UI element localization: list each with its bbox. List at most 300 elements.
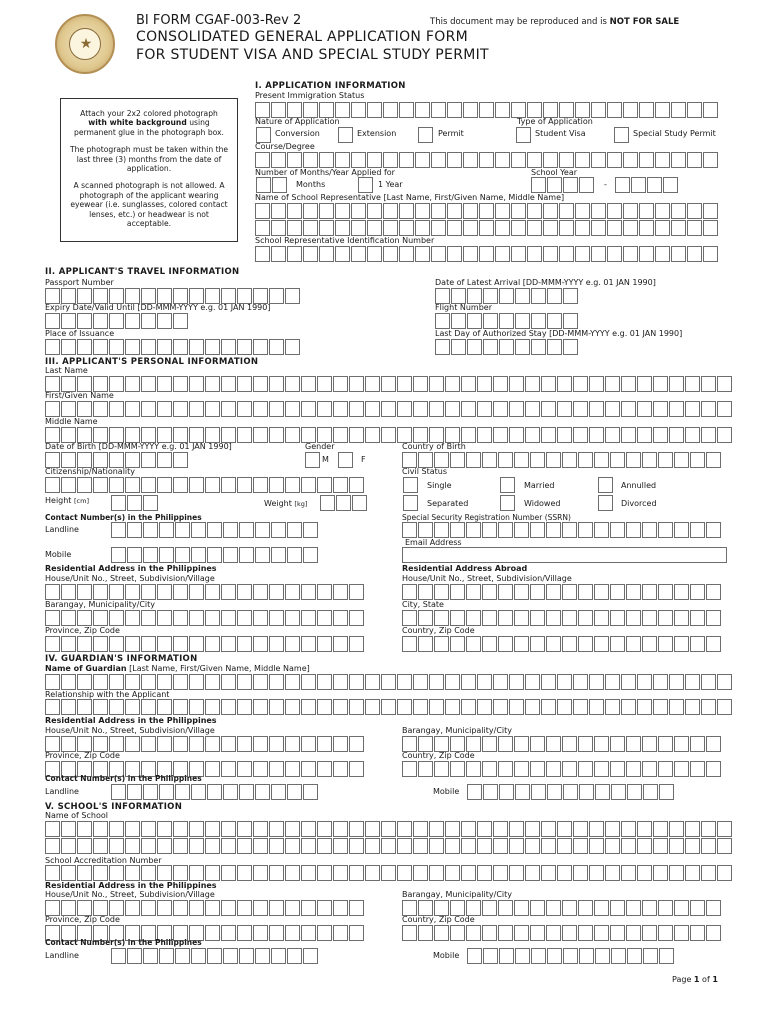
char-cell[interactable] [157,401,172,417]
char-cell[interactable] [541,838,556,854]
char-cell[interactable] [253,821,268,837]
char-cell[interactable] [317,838,332,854]
char-cell[interactable] [93,636,108,652]
char-cell[interactable] [157,838,172,854]
civil-annulled-checkbox[interactable] [598,477,613,493]
char-cell[interactable] [189,584,204,600]
char-cell[interactable] [579,784,594,800]
char-cell[interactable] [621,838,636,854]
char-cell[interactable] [271,246,286,262]
char-cell[interactable] [626,900,641,916]
char-cell[interactable] [335,220,350,236]
char-cell[interactable] [429,401,444,417]
char-cell[interactable] [701,838,716,854]
char-cell[interactable] [402,584,417,600]
char-cell[interactable] [479,220,494,236]
char-cell[interactable] [493,821,508,837]
char-cell[interactable] [530,584,545,600]
char-cell[interactable] [141,427,156,443]
char-cell[interactable] [547,339,562,355]
char-cell[interactable] [173,288,188,304]
char-cell[interactable] [674,584,689,600]
char-cell[interactable] [336,495,351,511]
char-cell[interactable] [221,610,236,626]
char-cell[interactable] [431,246,446,262]
school-mobile-field[interactable] [467,948,675,964]
char-cell[interactable] [685,838,700,854]
char-cell[interactable] [125,376,140,392]
char-cell[interactable] [269,584,284,600]
char-cell[interactable] [333,699,348,715]
char-cell[interactable] [413,821,428,837]
char-cell[interactable] [563,784,578,800]
char-cell[interactable] [557,838,572,854]
char-cell[interactable] [333,736,348,752]
char-cell[interactable] [141,865,156,881]
char-cell[interactable] [701,865,716,881]
char-cell[interactable] [445,838,460,854]
char-cell[interactable] [173,452,188,468]
char-cell[interactable] [642,736,657,752]
char-cell[interactable] [255,220,270,236]
char-cell[interactable] [157,736,172,752]
char-cell[interactable] [589,865,604,881]
char-cell[interactable] [221,925,236,941]
char-cell[interactable] [221,674,236,690]
char-cell[interactable] [402,925,417,941]
char-cell[interactable] [141,288,156,304]
char-cell[interactable] [575,102,590,118]
char-cell[interactable] [205,401,220,417]
char-cell[interactable] [530,900,545,916]
char-cell[interactable] [594,584,609,600]
char-cell[interactable] [285,339,300,355]
char-cell[interactable] [653,865,668,881]
char-cell[interactable] [511,220,526,236]
char-cell[interactable] [717,821,732,837]
char-cell[interactable] [349,674,364,690]
char-cell[interactable] [514,900,529,916]
char-cell[interactable] [109,636,124,652]
char-cell[interactable] [573,401,588,417]
char-cell[interactable] [445,865,460,881]
char-cell[interactable] [685,865,700,881]
char-cell[interactable] [413,699,428,715]
char-cell[interactable] [205,288,220,304]
char-cell[interactable] [173,584,188,600]
char-cell[interactable] [642,610,657,626]
char-cell[interactable] [706,736,721,752]
char-cell[interactable] [317,376,332,392]
house-field[interactable] [45,584,365,600]
char-cell[interactable] [546,522,561,538]
char-cell[interactable] [253,477,268,493]
char-cell[interactable] [415,152,430,168]
expiry-field[interactable] [45,313,189,329]
char-cell[interactable] [626,925,641,941]
char-cell[interactable] [207,522,222,538]
char-cell[interactable] [93,736,108,752]
char-cell[interactable] [434,925,449,941]
char-cell[interactable] [658,522,673,538]
char-cell[interactable] [303,547,318,563]
char-cell[interactable] [514,610,529,626]
char-cell[interactable] [701,699,716,715]
char-cell[interactable] [237,821,252,837]
char-cell[interactable] [483,339,498,355]
char-cell[interactable] [189,636,204,652]
char-cell[interactable] [498,452,513,468]
char-cell[interactable] [621,865,636,881]
char-cell[interactable] [687,203,702,219]
char-cell[interactable] [61,339,76,355]
char-cell[interactable] [431,102,446,118]
char-cell[interactable] [333,821,348,837]
char-cell[interactable] [255,152,270,168]
char-cell[interactable] [578,925,593,941]
school-year-start-field[interactable] [531,177,595,193]
char-cell[interactable] [642,636,657,652]
char-cell[interactable] [546,610,561,626]
char-cell[interactable] [431,152,446,168]
char-cell[interactable] [467,288,482,304]
char-cell[interactable] [271,102,286,118]
char-cell[interactable] [515,784,530,800]
char-cell[interactable] [301,925,316,941]
char-cell[interactable] [541,401,556,417]
char-cell[interactable] [639,246,654,262]
char-cell[interactable] [109,610,124,626]
char-cell[interactable] [269,401,284,417]
char-cell[interactable] [562,761,577,777]
char-cell[interactable] [690,900,705,916]
char-cell[interactable] [253,636,268,652]
char-cell[interactable] [253,401,268,417]
char-cell[interactable] [61,900,76,916]
char-cell[interactable] [173,610,188,626]
char-cell[interactable] [655,203,670,219]
char-cell[interactable] [205,427,220,443]
char-cell[interactable] [221,376,236,392]
char-cell[interactable] [173,821,188,837]
char-cell[interactable] [639,152,654,168]
char-cell[interactable] [498,610,513,626]
char-cell[interactable] [45,401,60,417]
char-cell[interactable] [301,401,316,417]
char-cell[interactable] [221,427,236,443]
rep-name-field-line2[interactable] [255,220,719,236]
char-cell[interactable] [477,821,492,837]
char-cell[interactable] [701,821,716,837]
char-cell[interactable] [397,674,412,690]
char-cell[interactable] [669,427,684,443]
char-cell[interactable] [674,610,689,626]
char-cell[interactable] [173,376,188,392]
char-cell[interactable] [623,203,638,219]
char-cell[interactable] [287,522,302,538]
char-cell[interactable] [352,495,367,511]
char-cell[interactable] [383,203,398,219]
char-cell[interactable] [191,948,206,964]
char-cell[interactable] [221,636,236,652]
char-cell[interactable] [525,699,540,715]
char-cell[interactable] [159,948,174,964]
char-cell[interactable] [303,203,318,219]
char-cell[interactable] [207,547,222,563]
char-cell[interactable] [671,102,686,118]
char-cell[interactable] [317,674,332,690]
char-cell[interactable] [221,401,236,417]
present-status-field[interactable] [255,102,719,118]
char-cell[interactable] [626,736,641,752]
char-cell[interactable] [287,102,302,118]
char-cell[interactable] [45,865,60,881]
char-cell[interactable] [434,584,449,600]
school-country-zip-field[interactable] [402,925,722,941]
char-cell[interactable] [463,102,478,118]
char-cell[interactable] [605,821,620,837]
char-cell[interactable] [495,152,510,168]
char-cell[interactable] [413,674,428,690]
char-cell[interactable] [482,636,497,652]
char-cell[interactable] [269,900,284,916]
char-cell[interactable] [285,427,300,443]
char-cell[interactable] [157,313,172,329]
char-cell[interactable] [301,376,316,392]
char-cell[interactable] [637,699,652,715]
char-cell[interactable] [703,203,718,219]
char-cell[interactable] [141,636,156,652]
char-cell[interactable] [595,948,610,964]
char-cell[interactable] [578,636,593,652]
char-cell[interactable] [530,761,545,777]
char-cell[interactable] [527,152,542,168]
char-cell[interactable] [514,452,529,468]
char-cell[interactable] [93,376,108,392]
char-cell[interactable] [175,522,190,538]
char-cell[interactable] [591,102,606,118]
char-cell[interactable] [269,699,284,715]
char-cell[interactable] [319,152,334,168]
char-cell[interactable] [109,452,124,468]
char-cell[interactable] [509,674,524,690]
char-cell[interactable] [543,203,558,219]
char-cell[interactable] [141,376,156,392]
char-cell[interactable] [256,177,271,193]
char-cell[interactable] [687,246,702,262]
char-cell[interactable] [269,865,284,881]
char-cell[interactable] [237,477,252,493]
last-day-field[interactable] [435,339,579,355]
char-cell[interactable] [77,865,92,881]
char-cell[interactable] [349,376,364,392]
char-cell[interactable] [335,246,350,262]
char-cell[interactable] [483,948,498,964]
char-cell[interactable] [498,761,513,777]
char-cell[interactable] [605,401,620,417]
char-cell[interactable] [93,838,108,854]
char-cell[interactable] [547,313,562,329]
char-cell[interactable] [451,339,466,355]
char-cell[interactable] [237,401,252,417]
char-cell[interactable] [547,288,562,304]
char-cell[interactable] [45,452,60,468]
civil-married-checkbox[interactable] [500,477,515,493]
first-name-field[interactable] [45,401,733,417]
char-cell[interactable] [530,610,545,626]
char-cell[interactable] [591,203,606,219]
char-cell[interactable] [477,401,492,417]
char-cell[interactable] [237,838,252,854]
char-cell[interactable] [205,339,220,355]
char-cell[interactable] [429,821,444,837]
char-cell[interactable] [285,761,300,777]
char-cell[interactable] [205,477,220,493]
char-cell[interactable] [253,865,268,881]
char-cell[interactable] [159,547,174,563]
char-cell[interactable] [271,547,286,563]
civil-single-checkbox[interactable] [403,477,418,493]
char-cell[interactable] [45,477,60,493]
char-cell[interactable] [317,900,332,916]
char-cell[interactable] [285,610,300,626]
char-cell[interactable] [466,452,481,468]
char-cell[interactable] [189,838,204,854]
char-cell[interactable] [221,900,236,916]
char-cell[interactable] [562,636,577,652]
char-cell[interactable] [285,865,300,881]
char-cell[interactable] [690,925,705,941]
char-cell[interactable] [509,838,524,854]
char-cell[interactable] [93,674,108,690]
char-cell[interactable] [627,784,642,800]
char-cell[interactable] [125,821,140,837]
char-cell[interactable] [477,674,492,690]
char-cell[interactable] [669,699,684,715]
char-cell[interactable] [173,339,188,355]
char-cell[interactable] [381,838,396,854]
char-cell[interactable] [687,152,702,168]
char-cell[interactable] [671,203,686,219]
char-cell[interactable] [93,699,108,715]
char-cell[interactable] [515,339,530,355]
char-cell[interactable] [109,584,124,600]
char-cell[interactable] [466,610,481,626]
char-cell[interactable] [93,288,108,304]
char-cell[interactable] [285,477,300,493]
middle-name-field[interactable] [45,427,733,443]
char-cell[interactable] [319,203,334,219]
char-cell[interactable] [447,246,462,262]
char-cell[interactable] [543,152,558,168]
char-cell[interactable] [223,784,238,800]
char-cell[interactable] [141,401,156,417]
char-cell[interactable] [317,925,332,941]
char-cell[interactable] [639,220,654,236]
one-year-checkbox[interactable] [358,177,373,193]
char-cell[interactable] [271,522,286,538]
char-cell[interactable] [687,102,702,118]
char-cell[interactable] [333,925,348,941]
char-cell[interactable] [495,220,510,236]
char-cell[interactable] [333,636,348,652]
char-cell[interactable] [445,674,460,690]
char-cell[interactable] [269,610,284,626]
char-cell[interactable] [205,838,220,854]
char-cell[interactable] [639,203,654,219]
char-cell[interactable] [287,220,302,236]
char-cell[interactable] [333,900,348,916]
char-cell[interactable] [546,584,561,600]
char-cell[interactable] [269,761,284,777]
char-cell[interactable] [562,900,577,916]
char-cell[interactable] [141,900,156,916]
char-cell[interactable] [447,220,462,236]
char-cell[interactable] [541,376,556,392]
char-cell[interactable] [607,203,622,219]
char-cell[interactable] [397,376,412,392]
char-cell[interactable] [143,522,158,538]
char-cell[interactable] [61,610,76,626]
char-cell[interactable] [45,288,60,304]
char-cell[interactable] [563,177,578,193]
char-cell[interactable] [205,610,220,626]
char-cell[interactable] [450,452,465,468]
char-cell[interactable] [579,177,594,193]
char-cell[interactable] [690,610,705,626]
char-cell[interactable] [93,452,108,468]
char-cell[interactable] [463,246,478,262]
char-cell[interactable] [573,674,588,690]
char-cell[interactable] [191,522,206,538]
char-cell[interactable] [93,584,108,600]
char-cell[interactable] [333,376,348,392]
char-cell[interactable] [205,761,220,777]
char-cell[interactable] [157,427,172,443]
char-cell[interactable] [706,584,721,600]
char-cell[interactable] [189,821,204,837]
char-cell[interactable] [205,865,220,881]
char-cell[interactable] [157,339,172,355]
char-cell[interactable] [451,288,466,304]
char-cell[interactable] [706,636,721,652]
char-cell[interactable] [109,427,124,443]
char-cell[interactable] [690,584,705,600]
char-cell[interactable] [77,401,92,417]
char-cell[interactable] [573,376,588,392]
char-cell[interactable] [239,948,254,964]
char-cell[interactable] [477,865,492,881]
char-cell[interactable] [255,522,270,538]
char-cell[interactable] [77,636,92,652]
char-cell[interactable] [541,427,556,443]
char-cell[interactable] [77,699,92,715]
char-cell[interactable] [333,761,348,777]
char-cell[interactable] [381,376,396,392]
char-cell[interactable] [397,401,412,417]
char-cell[interactable] [674,452,689,468]
char-cell[interactable] [706,610,721,626]
char-cell[interactable] [157,376,172,392]
char-cell[interactable] [669,821,684,837]
char-cell[interactable] [578,900,593,916]
char-cell[interactable] [563,288,578,304]
char-cell[interactable] [205,821,220,837]
char-cell[interactable] [479,203,494,219]
char-cell[interactable] [591,246,606,262]
char-cell[interactable] [483,784,498,800]
char-cell[interactable] [557,674,572,690]
